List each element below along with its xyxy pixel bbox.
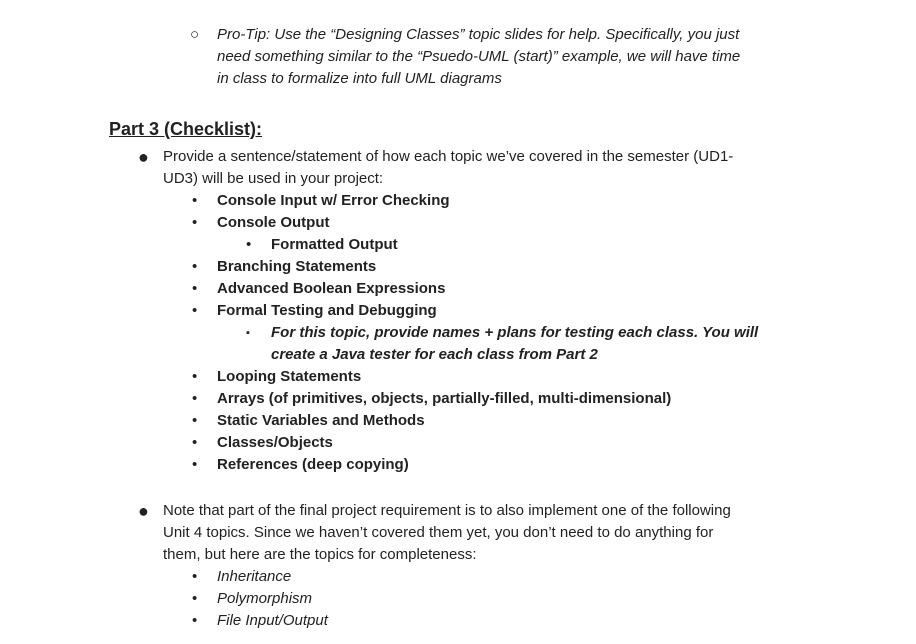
topic-item: Console Input w/ Error Checking (217, 192, 450, 209)
protip-line-2: need something similar to the “Psuedo-UML (start)” example, we will have time (217, 48, 741, 65)
intro-line-1: Provide a sentence/statement of how each topic we’ve covered in the semester (UD1- (163, 148, 734, 165)
topic-item: Static Variables and Methods (217, 412, 425, 429)
bullet-icon: • (192, 434, 198, 451)
topic-item: Advanced Boolean Expressions (217, 280, 446, 297)
bullet-icon: • (192, 192, 198, 209)
note-line-2: Unit 4 topics. Since we haven’t covered them yet, you don’t need to do anything for (163, 524, 714, 541)
subtopic-item: Formatted Output (271, 236, 398, 253)
unit4-topic: Polymorphism (217, 590, 313, 607)
topic-item: Classes/Objects (217, 434, 333, 451)
bullet-icon: • (192, 390, 198, 407)
testing-note-line-1: For this topic, provide names + plans for testing each class. You will (271, 324, 759, 341)
circle-bullet-icon: ○ (190, 26, 200, 43)
bullet-icon: ● (138, 147, 149, 167)
bullet-icon: • (192, 214, 198, 231)
topic-item: Formal Testing and Debugging (217, 302, 437, 319)
bullet-icon: • (192, 456, 198, 473)
topic-item: References (deep copying) (217, 456, 409, 473)
bullet-icon: • (246, 236, 252, 253)
testing-note-line-2: create a Java tester for each class from Part 2 (271, 346, 598, 363)
note-line-1: Note that part of the final project requirement is to also implement one of the following (163, 502, 731, 519)
bullet-icon: • (192, 590, 198, 607)
bullet-icon: • (192, 302, 198, 319)
bullet-icon: • (192, 612, 198, 629)
bullet-icon: • (192, 258, 198, 275)
part3-heading: Part 3 (Checklist): (109, 119, 263, 139)
note-line-3: them, but here are the topics for completeness: (163, 546, 477, 563)
topic-item: Arrays (of primitives, objects, partially-filled, multi-dimensional) (217, 390, 672, 407)
protip-line-1: Pro-Tip: Use the “Designing Classes” topic slides for help. Specifically, you just (217, 26, 740, 43)
bullet-icon: ● (138, 501, 149, 521)
topic-item: Looping Statements (217, 368, 362, 385)
square-bullet-icon: ▪ (246, 327, 250, 339)
bullet-icon: • (192, 412, 198, 429)
unit4-topic: File Input/Output (217, 612, 328, 629)
unit4-topic: Inheritance (217, 568, 292, 585)
topic-item: Console Output (217, 214, 330, 231)
topic-item: Branching Statements (217, 258, 377, 275)
bullet-icon: • (192, 280, 198, 297)
bullet-icon: • (192, 568, 198, 585)
bullet-icon: • (192, 368, 198, 385)
intro-line-2: UD3) will be used in your project: (163, 170, 384, 187)
protip-line-3: in class to formalize into full UML diagrams (217, 70, 502, 87)
